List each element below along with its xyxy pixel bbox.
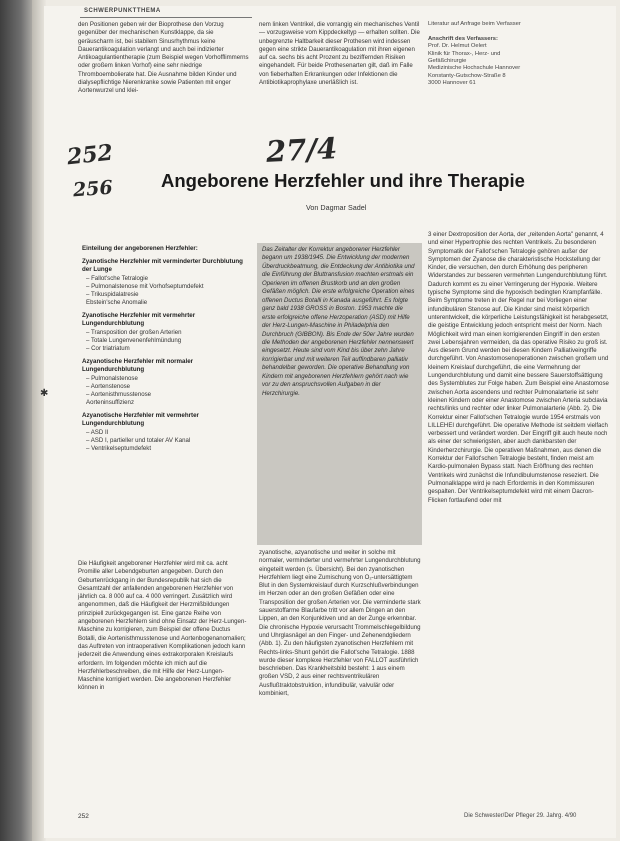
overview-item: – Aortenisthmusstenose xyxy=(86,391,152,399)
classification-overview xyxy=(82,245,250,454)
address-line: Gefäßchirurgie xyxy=(428,58,467,65)
overview-heading: Azyanotische Herzfehler mit vermehrter Lungendurchblutung xyxy=(82,411,199,428)
history-info-box: Das Zeitalter der Korrektur angeborener Herzfehler begann um 1938/1945. Die Entwicklung der modernen Überdruckbeatmung, die Entdeckung der Antibiotika und die Einführung der Bluttransfusion machten erstmals ein Operieren im offenen Brustkorb und an den großen Gefäßen möglich. Die erste erfolgreiche Operation eines offenen Ductus Botalli in Kanada ausgeführt. Es folgte ganz bald 1938 GROSS in Boston. 1953 machte die erste erfolgreiche offene Herzoperation (ASD) mit Hilfe der Herz-Lungen-Maschine in Philadelphia den Durchbruch (GIBBON). Bis Ende der 50er Jahre wurden die Methoden der angeborenen Herzfehler nennenswert eingesetzt. Heute sind vom Kind bis über zehn Jahre korrigierbar und mit weiteren Teil auffindbaren palliativ behandelbar geworden. Die operative Behandlung von Kindern mit angeborenen Herzfehlern gehört nach wie vor zu den anspruchsvollen Aufgaben in der Herzchirurgie. xyxy=(257,243,422,545)
header-rule xyxy=(80,17,252,18)
overview-heading: Zyanotische Herzfehler mit vermehrter Lungendurchblutung xyxy=(82,311,196,328)
overview-heading: Einteilung der angeborenen Herzfehler: xyxy=(82,245,198,252)
handwritten-note-256: 256 xyxy=(72,176,114,202)
column-2-body-text: zyanotische, azyanotische und weiter in solche mit normaler, verminderter und vermehrter Lungendurchblutung eingeteilt werden (s. Übersicht). Bei den zyanotischen Herzfehlern liegt eine Zumischung von O₂-untersättigtem Blut in den Systemkreislauf durch Kurzschlußverbindungen im Herzen oder an den großen Gefäßen oder eine Transposition der großen Arterien vor. Die verminderte stark sauerstoffarme Blaufarbe tritt vor allem Dingen an den Lippen, an den Konjunktiven und an der Zunge erkennbar. Die chronische Hypoxie verursacht Trommelschlegelbildung und Uhrglasnägel an den Finger- und Zehenendgliedern (Abb. 1). Zu den häufigsten zyanotischen Herzfehlern mit Rechts-links-Shunt gehört die Fallot'sche Tetralogie. 1888 wurde dieser komplexe Herzfehler von FALLOT ausführlich beschrieben. Das Krankheitsbild besteht: 1 aus einem großen VSD, 2 aus einer rechtsventrikulären Ausflußtraktobstruktion, infundibulär, valvulär oder kombiniert, xyxy=(259,549,421,698)
address-line: Literatur auf Anfrage beim Verfasser xyxy=(428,21,521,27)
article-byline: Von Dagmar Sadel xyxy=(306,203,367,212)
address-line: Anschrift des Verfassers: xyxy=(428,35,498,42)
column-2-top-text: nem linken Ventrikel, die vorrangig ein mechanisches Ventil — vorzugsweise vom Kippdeckeltyp — erhalten sollten. Die unbegrenzte Haltbarkeit dieser Prothesen wird indessen gegen eine strikte Dauerantikoagulation mit ihren eigenen auf ca. sechs bis acht Prozent zu beziffernden Risiken eingehandelt. Für beide Prothesenarten gilt, daß im Falle von fieberhaften Erkrankungen oder Infektionen die Antibiotikaprophylaxe unerläßlich ist. xyxy=(259,21,420,87)
overview-item: Aorteninsuffizienz xyxy=(86,399,134,407)
overview-item: – Ventrikelseptumdefekt xyxy=(86,445,152,453)
column-3-body-text: 3 einer Dextroposition der Aorta, der „reitenden Aorta" genannt, 4 und einer Hypertrophie des rechten Ventrikels. Zu besonderen Symptomatik der Fallot'schen Tetralogie gehören außer der Symptomen der Zyanose die charakteristische Hockstellung der Kinder, die versuchen, den durch Erhöhung des peripheren Widerstandes zur besseren vermehrten Lungendurchblutung führt. Dadurch kommt es zu einer Verringerung der Hypoxie. Weitere typische Symptome sind die hypoxisch bedingten Krampfanfälle. Beim Symptome treten in der Regel nur bei Vorliegen einer infundibulären Stenose auf. Die Kinder sind meist körperlich unterentwickelt, die körperliche Leistungsfähigkeit ist herabgesetzt, die geistige Entwicklung jedoch entspricht meist der Norm. Nach Möglichkeit wird man einen korrigierenden Eingriff in den ersten zwei Lebensjahren vermeiden, da das operative Risiko zu groß ist. Aus diesem Grund werden bei diesen Kindern Palliativeingriffe durchgeführt. Von Anastomosenoperationen zwischen großem und kleinem Kreislauf durchgeführt, die eine Vermehrung der Lungendurchblutung und damit eine bessere Sauerstoffsättigung des Systemblutes zur Folge haben. Zum Beispiel eine Anastomose zwischen Aorta ascendens und rechter Pulmonalarterie ist sehr kleinen Kindern oder einer Anastomose zwischen Arteria subclavia rechts/links und rechter oder linker Pulmonalarterie (Abb. 2). Die Korrektur einer Fallot'schen Tetralogie wurde 1954 erstmals von LILLEHEI durchgeführt. Die operative Methode ist seitdem vielfach verbessert und verändert worden. Der Eingriff gilt auch heute noch als einer der schwierigsten, aber auch dankbarsten der Kinderherzchirurgie. Die operativen Maßnahmen, aus denen die Korrektur der Fallot'schen Tetralogie besteht, finden meist am Kardio-pulmonalen Bypass statt. Nach Eröffnung des rechten Ventrikels wird zunächst die Infundibulumstenose reseziert. Die Pulmonalklappe wird je nach Erfordernis in den Kommissuren gespalten. Der Ventrikelseptumdefekt wird mit einem Dacron-Flicken fortlaufend oder mit xyxy=(428,231,609,504)
overview-item: – Aortenstenose xyxy=(86,382,131,390)
section-header: SCHWERPUNKTTHEMA xyxy=(84,8,161,14)
overview-item: – Trikuspidalatresie xyxy=(86,291,139,299)
overview-item: Ebstein'sche Anomalie xyxy=(86,299,148,307)
overview-item: – Cor triatriatum xyxy=(86,345,130,353)
address-line: Klinik für Thorax-, Herz- und xyxy=(428,50,501,57)
journal-footer: Die Schwester/Der Pfleger 29. Jahrg. 4/90 xyxy=(464,813,577,819)
overview-item: – ASD II xyxy=(86,428,109,436)
overview-item: – Transposition der großen Arterien xyxy=(86,328,182,336)
handwritten-note-252: 252 xyxy=(65,139,115,171)
column-1-top-text: den Positionen geben wir der Bioprothese den Vorzug gegenüber der mechanischen Kunstklappe, da sie geräuscharm ist, bei stabilem Sinusrhythmus keine Dauerantikoagulation verlangt und auch bei indizierter Antikoagulantientherapie (zum Beispiel wegen Vorhofflimmerns oder großem linken Vorhof) eine sehr niedrige Thromboembolierate hat. Die Ausnahme bilden Kinder und dialysepflichtige Nierenkranke sowie Patienten mit enger Aortenwurzel und klei- xyxy=(78,21,249,95)
address-line: Konstanty-Gutschow-Straße 8 xyxy=(428,72,506,79)
page-number: 252 xyxy=(78,813,89,820)
address-line: Prof. Dr. Helmut Oelert xyxy=(428,43,487,50)
overview-heading: Zyanotische Herzfehler mit verminderter Durchblutung der Lunge xyxy=(82,257,243,273)
address-line: 3000 Hannover 61 xyxy=(428,80,476,87)
overview-item: – Pulmonalstenose xyxy=(86,374,138,382)
column-1-body-text: Die Häufigkeit angeborener Herzfehler wird mit ca. acht Promille aller Lebendgeburten angegeben. Durch den Geburtenrückgang in der Bundesrepublik hat sich die Gesamtzahl der anfallenden angeborenen Herzfehler von jährlich ca. 8 000 auf ca. 4 000 verringert. Zusätzlich wird angenommen, daß die Häufigkeit der Herzmißbildungen prinzipiell zurückgegangen ist. Eine ganze Reihe von angeborenen Herzfehlern sind ohne Einsatz der Herz-Lungen-Maschine zu korrigieren, zum Beispiel der offene Ductus Botalli, die Aortenisthmusstenose und Aortenbogenanomalien; das Auftreten von intraoperativen Komplikationen jedoch kann jederzeit die Anwendung eines extrakorporalen Kreislaufs erfordern. Im folgenden möchte ich mich auf die Herzfehlerbeschreiben, die mit Hilfe der Herz-Lungen-Maschine korrigiert werden. Die angeborenen Herzfehler können in xyxy=(78,560,247,692)
overview-heading: Azyanotische Herzfehler mit normaler Lungendurchblutung xyxy=(82,357,194,374)
overview-item: – Fallot'sche Tetralogie xyxy=(86,274,149,282)
author-address-block xyxy=(428,21,612,88)
margin-mark: ✱ xyxy=(40,388,49,399)
overview-item: – Totale Lungenvenenfehlmündung xyxy=(86,336,182,344)
article-title: Angeborene Herzfehler und ihre Therapie xyxy=(161,170,525,191)
overview-item: – Pulmonalstenose mit Vorhofseptumdefekt xyxy=(86,282,204,290)
address-line xyxy=(428,28,612,35)
handwritten-note-27-4: 27/4 xyxy=(265,131,338,169)
address-line: Medizinische Hochschule Hannover xyxy=(428,65,521,72)
overview-item: – ASD I, partieller und totaler AV Kanal xyxy=(86,437,191,445)
